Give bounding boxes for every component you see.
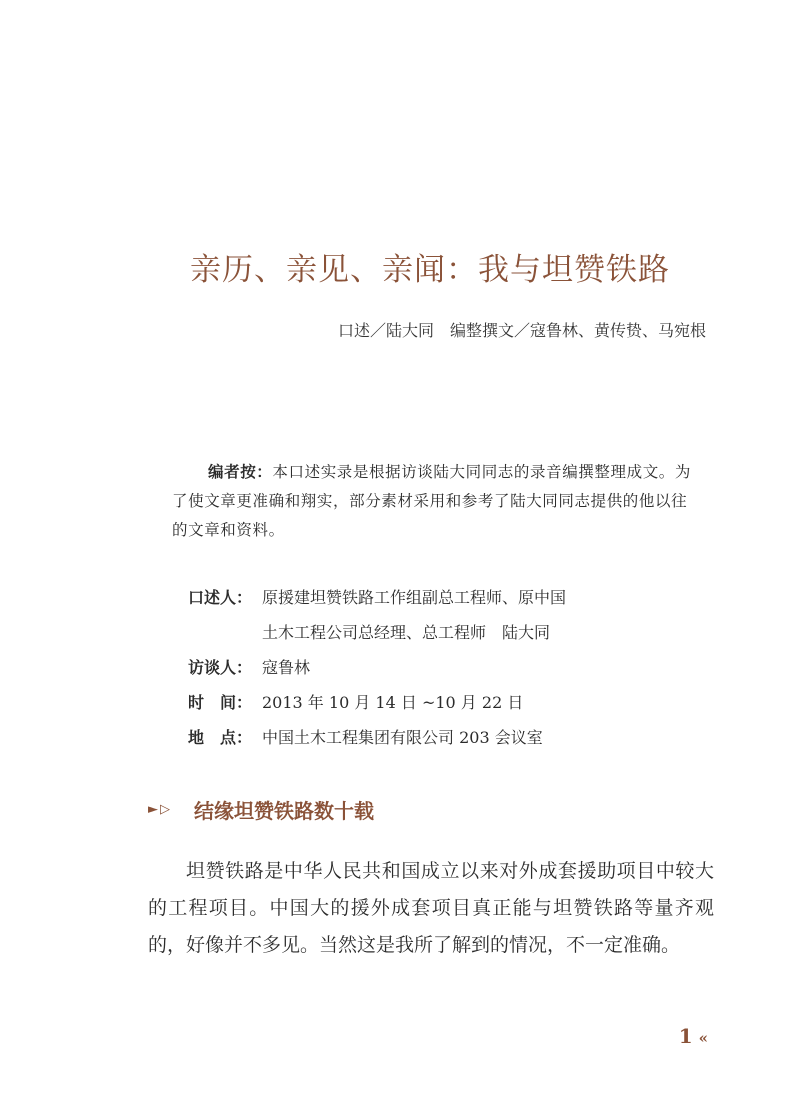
editor-note-text: 本口述实录是根据访谈陆大同同志的录音编撰整理成文。为了使文章更准确和翔实，部分素材采用和参考了陆大同同志提供的他以往的文章和资料。	[172, 463, 692, 539]
editor-credit: 编整撰文／寇鲁林、黄传贽、马宛根	[449, 321, 706, 340]
interview-info	[188, 585, 708, 760]
section-marker-icon: ►▷	[148, 802, 172, 817]
narrator-credit: 口述／陆大同	[337, 321, 434, 340]
info-row-narrator-cont	[188, 620, 708, 655]
body-paragraph: 坦赞铁路是中华人民共和国成立以来对外成套援助项目中较大的工程项目。中国大的援外成套项目真正能与坦赞铁路等量齐观的，好像并不多见。当然这是我所了解到的情况，不一定准确。	[148, 860, 714, 956]
info-row-time	[188, 690, 708, 725]
narrator-value-cont: 土木工程公司总经理、总工程师 陆大同	[262, 623, 551, 642]
section-header	[148, 795, 374, 824]
editor-note-label: 编者按：	[208, 463, 273, 481]
article-title: 亲历、亲见、亲闻：我与坦赞铁路	[190, 252, 670, 288]
section-heading: 结缘坦赞铁路数十载	[194, 799, 374, 823]
narrator-label: 口述人：	[188, 588, 253, 607]
narrator-value: 原援建坦赞铁路工作组副总工程师、原中国	[262, 588, 567, 607]
info-row-narrator	[188, 585, 708, 620]
byline	[338, 318, 706, 341]
time-label: 时 间：	[188, 693, 253, 712]
page-number	[679, 1024, 708, 1048]
info-row-place	[188, 725, 708, 760]
interviewer-label: 访谈人：	[188, 658, 253, 677]
page-number-value: 1	[678, 1024, 693, 1048]
page-arrows-icon: «	[698, 1029, 708, 1047]
editor-note	[172, 458, 692, 545]
time-value: 2013 年 10 月 14 日 ~10 月 22 日	[262, 693, 524, 712]
place-label: 地 点：	[188, 728, 253, 747]
place-value: 中国土木工程集团有限公司 203 会议室	[262, 728, 543, 747]
interviewer-value: 寇鲁林	[262, 658, 311, 677]
info-row-interviewer	[188, 655, 708, 690]
